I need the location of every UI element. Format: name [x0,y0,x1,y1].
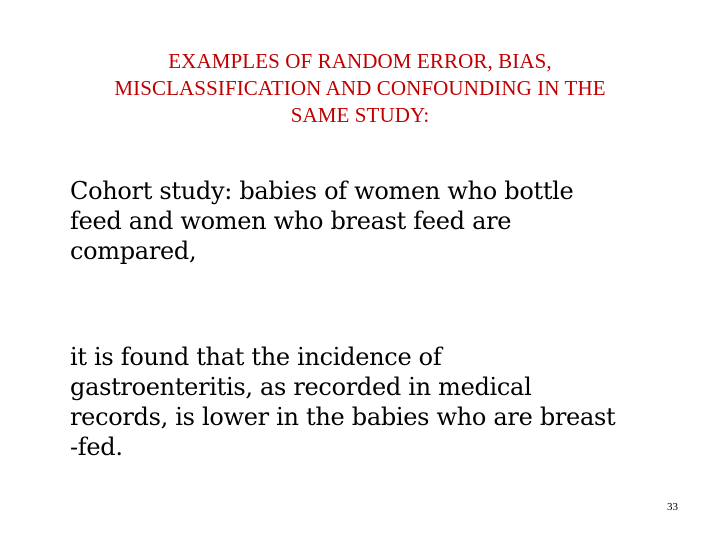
paragraph-line: Cohort study: babies of women who bottle [70,177,574,205]
title-line: EXAMPLES OF RANDOM ERROR, BIAS, [168,49,552,73]
body-paragraph-finding [70,342,615,462]
paragraph-line: it is found that the incidence of [70,343,442,371]
paragraph-line: records, is lower in the babies who are breast [70,403,616,431]
paragraph-line: compared, [70,237,197,265]
page-number: 33 [667,501,678,513]
paragraph-line: gastroenteritis, as recorded in medical [70,373,532,401]
paragraph-line: -fed. [70,433,123,461]
slide-title [40,48,680,129]
title-line: MISCLASSIFICATION AND CONFOUNDING IN THE [114,76,606,100]
paragraph-line: feed and women who breast feed are [70,207,512,235]
title-line: SAME STUDY: [290,103,430,127]
body-paragraph-cohort-study [70,176,573,266]
